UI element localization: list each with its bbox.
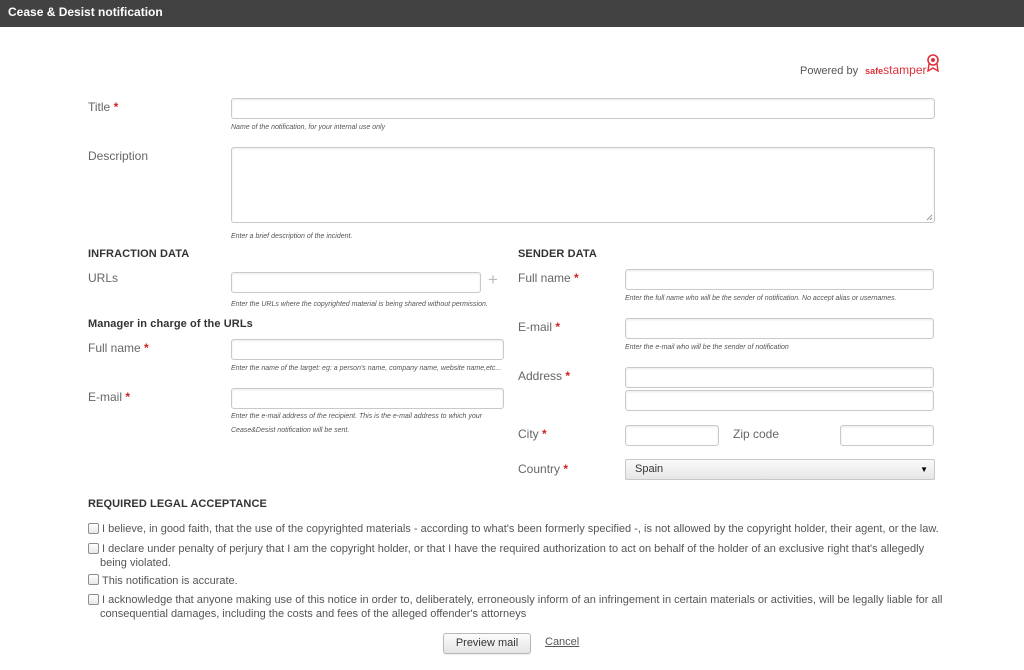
urls-label: URLs (88, 271, 119, 285)
sender-email-label: E-mail * (518, 320, 561, 334)
address-line1-input[interactable] (625, 367, 934, 388)
ack-checkbox-good-faith[interactable] (88, 523, 99, 534)
legal-heading: REQUIRED LEGAL ACCEPTANCE (88, 498, 267, 510)
ack-text-accurate: This notification is accurate. (102, 575, 238, 587)
sender-full-name-label: Full name * (518, 271, 579, 285)
address-label: Address * (518, 369, 571, 383)
manager-email-label: E-mail * (88, 390, 131, 404)
preview-mail-button[interactable]: Preview mail (443, 633, 531, 654)
manager-email-hint-line2: Cease&Desist notification will be sent. (231, 427, 350, 434)
zip-label: Zip code (733, 427, 780, 441)
country-selected-value: Spain (635, 463, 664, 475)
sender-full-name-hint: Enter the full name who will be the sender of notification. No accept alias or usernames. (625, 295, 897, 302)
ack-text-perjury-line1: I declare under penalty of perjury that I am the copyright holder, or that I have the required authorization to act on behalf of the holder of an exclusive right that's allegedly (102, 543, 925, 555)
manager-full-name-label: Full name * (88, 341, 149, 355)
city-input[interactable] (625, 425, 719, 446)
sender-heading: SENDER DATA (518, 248, 597, 260)
country-select[interactable] (625, 459, 935, 480)
description-label: Description (88, 149, 149, 163)
ack-text-liability-line2: consequential damages, including the costs and fees of the alleged offender's attorneys (100, 608, 527, 620)
window-title: Cease & Desist notification (0, 0, 1024, 27)
urls-hint: Enter the URLs where the copyrighted material is being shared without permission. (231, 301, 488, 308)
sender-full-name-input[interactable] (625, 269, 934, 290)
powered-by-label: Powered by (800, 65, 859, 77)
manager-email-input[interactable] (231, 388, 504, 409)
brand-name: safestamper (865, 63, 927, 77)
safestamper-ribbon-icon (926, 54, 940, 72)
manager-full-name-input[interactable] (231, 339, 504, 360)
city-label: City * (518, 427, 547, 441)
manager-heading: Manager in charge of the URLs (88, 318, 253, 330)
description-textarea[interactable] (231, 147, 935, 223)
title-input[interactable] (231, 98, 935, 119)
powered-by (800, 63, 927, 77)
resize-handle-icon[interactable] (926, 214, 933, 221)
title-label: Title * (88, 100, 119, 114)
cancel-link[interactable]: Cancel (545, 636, 580, 648)
ack-text-good-faith: I believe, in good faith, that the use of the copyrighted materials - according to what's been formerly specified -, is not allowed by the copyright holder, their agent, or the law. (102, 523, 939, 535)
manager-full-name-hint: Enter the name of the target: eg: a person's name, company name, website name,etc... (231, 365, 502, 372)
urls-input[interactable] (231, 272, 481, 293)
manager-email-hint-line1: Enter the e-mail address of the recipient. This is the e-mail address to which your (231, 413, 482, 420)
add-url-icon[interactable]: + (488, 270, 498, 289)
title-hint: Name of the notification, for your internal use only (231, 124, 386, 131)
country-label: Country * (518, 462, 569, 476)
zip-input[interactable] (840, 425, 934, 446)
address-line2-input[interactable] (625, 390, 934, 411)
ack-text-perjury-line2: being violated. (100, 557, 171, 569)
ack-checkbox-liability[interactable] (88, 594, 99, 605)
caret-down-icon: ▼ (920, 465, 928, 474)
sender-email-input[interactable] (625, 318, 934, 339)
ack-text-liability-line1: I acknowledge that anyone making use of this notice in order to, deliberately, erroneously inform of an infringement in certain materials or activities, will be legally liable for all (102, 594, 943, 606)
description-hint: Enter a brief description of the incident. (231, 233, 353, 240)
ack-checkbox-perjury[interactable] (88, 543, 99, 554)
ack-checkbox-accurate[interactable] (88, 574, 99, 585)
sender-email-hint: Enter the e-mail who will be the sender of notification (625, 344, 789, 351)
infraction-heading: INFRACTION DATA (88, 248, 190, 260)
